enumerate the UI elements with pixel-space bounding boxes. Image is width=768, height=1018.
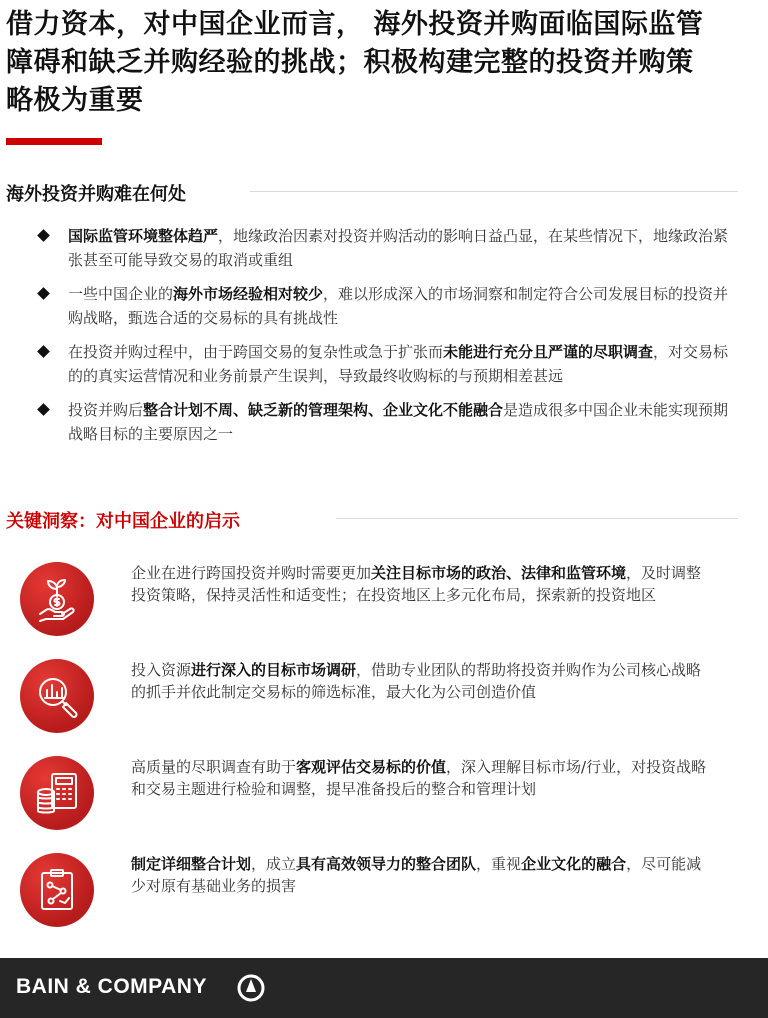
insight-row <box>20 562 740 642</box>
insight-text: 制定详细整合计划，成立具有高效领导力的整合团队，重视企业文化的融合，尽可能减少对原有基础业务的损害 <box>131 855 702 895</box>
calculator-coins-icon <box>20 756 94 830</box>
chart-magnifier-icon <box>20 659 94 733</box>
diamond-bullet-icon <box>37 403 50 416</box>
diamond-bullet-icon <box>37 229 50 242</box>
insight-row <box>20 659 740 739</box>
list-item: 投资并购后整合计划不周、缺乏新的管理架构、企业文化不能融合是造成很多中国企业未能实现预期战略目标的主要原因之一 <box>36 398 736 446</box>
list-item: 一些中国企业的海外市场经验相对较少，难以形成深入的市场洞察和制定符合公司发展目标的投资并购战略，甄选合适的交易标的具有挑战性 <box>36 282 736 330</box>
title-accent-bar <box>6 138 102 145</box>
clipboard-flow-icon <box>20 853 94 927</box>
insight-text: 企业在进行跨国投资并购时需要更加关注目标市场的政治、法律和监管环境，及时调整投资策略，保持灵活性和适变性；在投资地区上多元化布局，探索新的投资地区 <box>131 564 702 604</box>
challenge-list <box>36 224 736 456</box>
insight-text: 高质量的尽职调查有助于客观评估交易标的价值，深入理解目标市场/行业，对投资战略和交易主题进行检验和调整，提早准备投后的整合和管理计划 <box>131 758 707 798</box>
list-item: 国际监管环境整体趋严，地缘政治因素对投资并购活动的影响日益凸显，在某些情况下，地缘政治紧张甚至可能导致交易的取消或重组 <box>36 224 736 272</box>
section-divider <box>336 518 738 519</box>
insight-row <box>20 853 740 933</box>
insight-text: 投入资源进行深入的目标市场调研，借助专业团队的帮助将投资并购作为公司核心战略的抓手并依此制定交易标的筛选标准，最大化为公司创造价值 <box>131 661 702 701</box>
compass-logo-icon <box>237 974 265 1002</box>
insight-row <box>20 756 740 836</box>
section-heading-insights: 关键洞察：对中国企业的启示 <box>6 511 240 532</box>
footer <box>0 958 768 1018</box>
list-item: 在投资并购过程中，由于跨国交易的复杂性或急于扩张而未能进行充分且严谨的尽职调查，对交易标的的真实运营情况和业务前景产生误判，导致最终收购标的与预期相差甚远 <box>36 340 736 388</box>
diamond-bullet-icon <box>37 345 50 358</box>
diamond-bullet-icon <box>37 287 50 300</box>
section-divider <box>250 191 738 192</box>
plant-money-hand-icon <box>20 562 94 636</box>
section-heading-challenges: 海外投资并购难在何处 <box>6 184 186 205</box>
company-logo: BAIN & COMPANY <box>16 975 207 998</box>
page-title: 借力资本，对中国企业而言， 海外投资并购面临国际监管障碍和缺乏并购经验的挑战；积极构建完整的投资并购策略极为重要 <box>6 9 704 116</box>
